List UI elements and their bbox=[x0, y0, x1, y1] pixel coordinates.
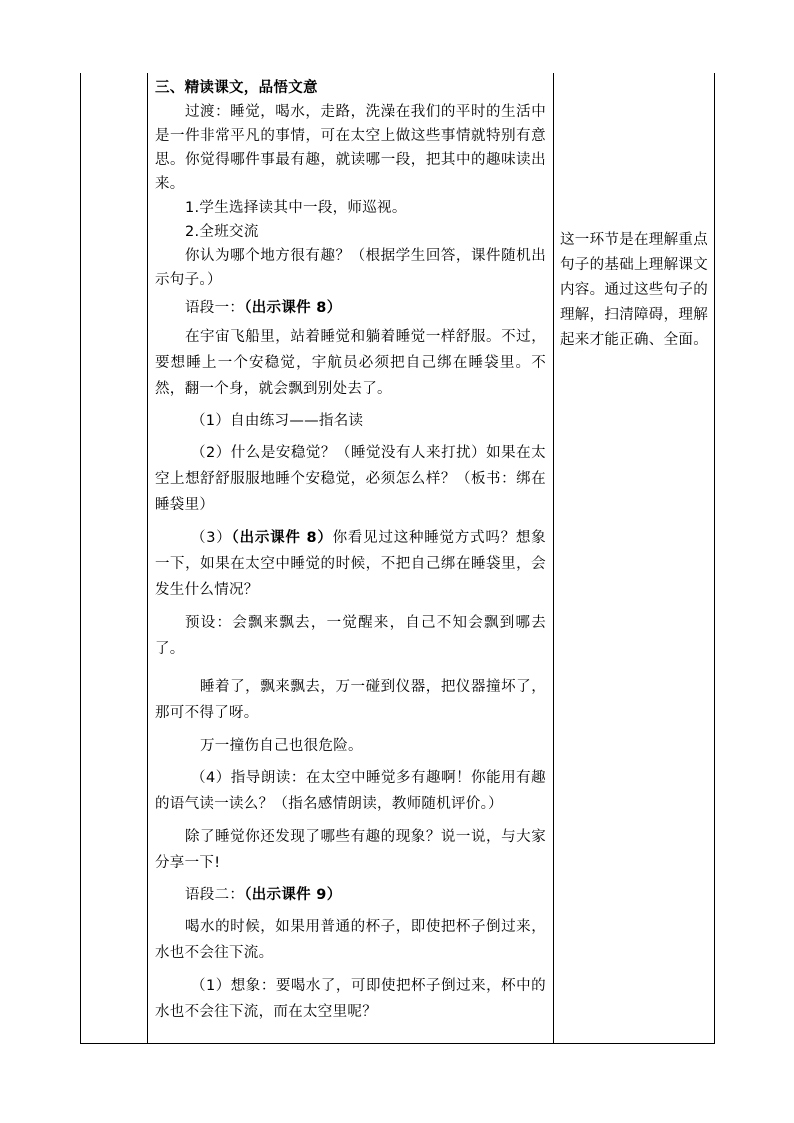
design-intent-column bbox=[560, 228, 710, 353]
column-divider-right bbox=[553, 73, 554, 1043]
question-text: 你认为哪个地方很有趣？（根据学生回答，课件随机出示句子。） bbox=[155, 248, 546, 288]
para1-extra: 除了睡觉你还发现了哪些有趣的现象？说一说，与大家分享一下! bbox=[155, 829, 546, 871]
para1-heading bbox=[155, 296, 546, 320]
para1-q3-prefix: （3） bbox=[191, 530, 232, 546]
preset-3: 万一撞伤自己也很危险。 bbox=[200, 738, 363, 754]
para1-text: 在宇宙飞船里，站着睡觉和躺着睡觉一样舒服。不过，要想睡上一个安稳觉，宇航员必须把自己绑在睡袋里。不然，翻一个身，就会飘到别处去了。 bbox=[155, 329, 546, 397]
transition-text: 过渡：睡觉，喝水，走路，洗澡在我们的平时的生活中是一件非常平凡的事情，可在太空上做这些事情就特别有意思。你觉得哪件事最有趣，就读哪一段，把其中的趣味读出来。 bbox=[155, 104, 546, 192]
para2-text: 喝水的时候，如果用普通的杯子，即使把杯子倒过来，水也不会往下流。 bbox=[155, 919, 546, 961]
para2-heading bbox=[155, 883, 546, 907]
para1-q2: （2）什么是安稳觉？（睡觉没有人来打扰）如果在太空上想舒舒服服地睡个安稳觉，必须怎么样？（板书：绑在睡袋里） bbox=[155, 445, 546, 513]
para2-label: 语段二： bbox=[185, 887, 245, 903]
para2-courseware: （出示课件 9） bbox=[244, 887, 342, 903]
preset-1: 预设：会飘来飘去，一觉醒来，自己不知会飘到哪去了。 bbox=[155, 615, 546, 657]
section-heading: 三、精读课文，品悟文意 bbox=[155, 80, 318, 96]
lesson-content-column bbox=[148, 76, 553, 1025]
design-intent-note: 这一环节是在理解重点句子的基础上理解课文内容。通过这些句子的理解，扫清障碍，理解起来才能正确、全面。 bbox=[560, 232, 708, 348]
para1-q3-courseware: （出示课件 8） bbox=[231, 530, 333, 546]
lesson-table bbox=[80, 73, 715, 1044]
step-1: 1.学生选择读其中一段，师巡视。 bbox=[185, 200, 407, 216]
preset-2: 睡着了，飘来飘去，万一碰到仪器，把仪器撞坏了，那可不得了呀。 bbox=[155, 679, 546, 721]
para1-q1: （1）自由练习——指名读 bbox=[191, 413, 364, 429]
para1-courseware: （出示课件 8） bbox=[244, 300, 342, 316]
para2-q1: （1）想象：要喝水了，可即使把杯子倒过来，杯中的水也不会往下流，而在太空里呢？ bbox=[155, 978, 546, 1020]
para1-label: 语段一： bbox=[185, 300, 245, 316]
para1-q4: （4）指导朗读：在太空中睡觉多有趣啊！你能用有趣的语气读一读么？（指名感情朗读，教师随机评价。） bbox=[155, 770, 546, 812]
step-2: 2.全班交流 bbox=[185, 224, 259, 240]
para1-q3 bbox=[155, 525, 546, 603]
para1-q3-text: 你看见过这种睡觉方式吗？想象一下，如果在太空中睡觉的时候，不把自己绑在睡袋里，会发生什么情况？ bbox=[155, 530, 546, 598]
